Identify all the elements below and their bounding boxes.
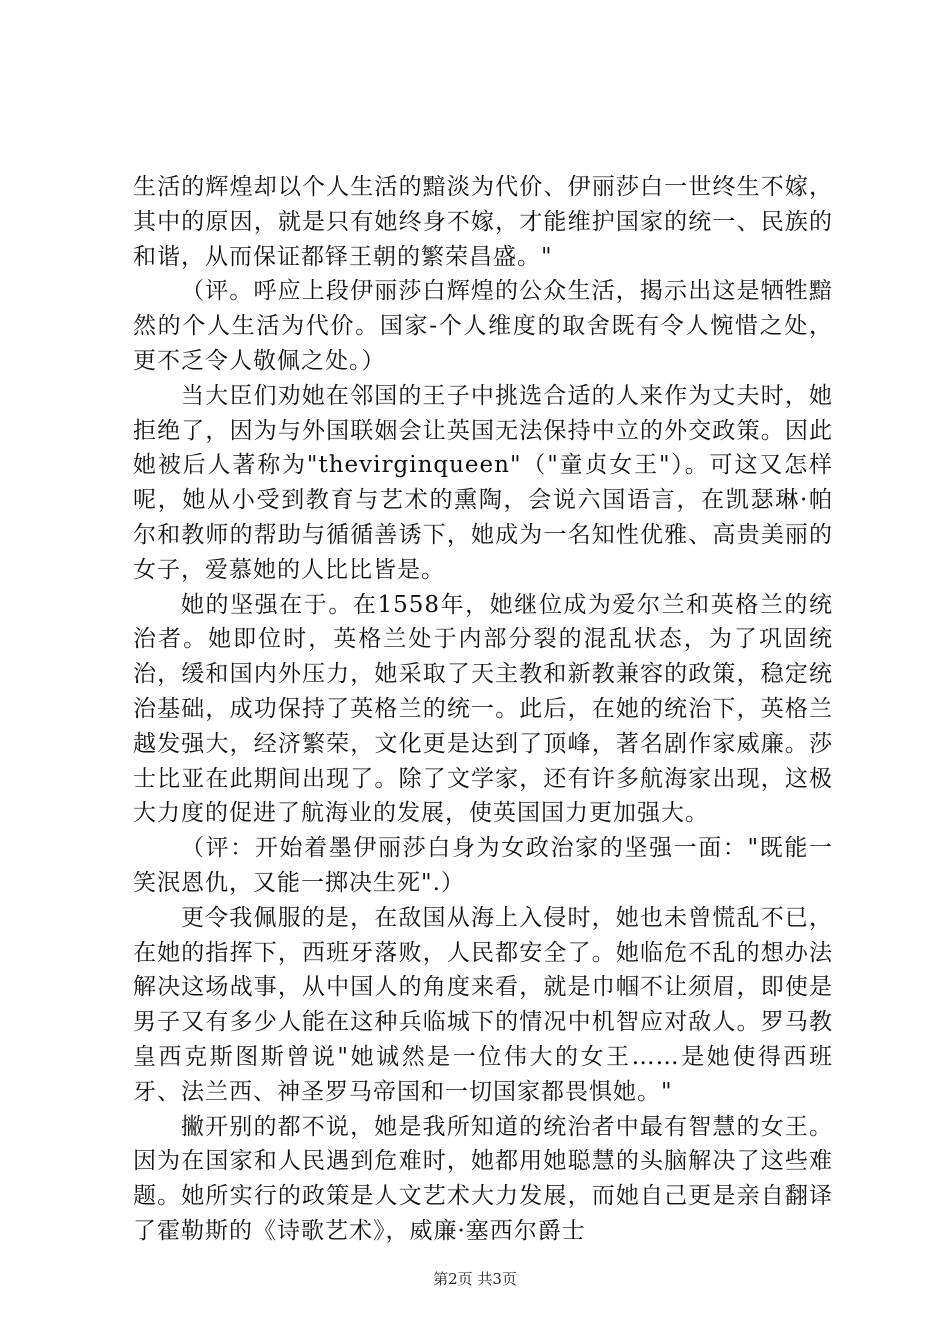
page-number-footer: 第2页 共3页	[433, 1270, 517, 1288]
paragraph-continuation: 生活的辉煌却以个人生活的黯淡为代价、伊丽莎白一世终生不嫁，其中的原因，就是只有她终身不嫁，才能维护国家的统一、民族的和谐，从而保证都铎王朝的繁荣昌盛。"	[133, 174, 833, 270]
document-body	[133, 170, 833, 1249]
paragraph: 更令我佩服的是，在敌国从海上入侵时，她也未曾慌乱不已，在她的指挥下，西班牙落败，人民都安全了。她临危不乱的想办法解决这场战事，从中国人的角度来看，就是巾帼不让须眉，即使是男子又有多少人能在这种兵临城下的情况中机智应对敌人。罗马教皇西克斯图斯曾说"她诚然是一位伟大的女王……是她使得西班牙、法兰西、神圣罗马帝国和一切国家都畏惧她。"	[133, 904, 833, 1105]
paragraph: 她的坚强在于。在1558年，她继位成为爱尔兰和英格兰的统治者。她即位时，英格兰处于内部分裂的混乱状态，为了巩固统治，缓和国内外压力，她采取了天主教和新教兼容的政策，稳定统治基础，成功保持了英格兰的统一。此后，在她的统治下，英格兰越发强大，经济繁荣，文化更是达到了顶峰，著名剧作家威廉。莎士比亚在此期间出现了。除了文学家，还有许多航海家出现，这极大力度的促进了航海业的发展，使英国国力更加强大。	[133, 591, 833, 827]
comment-paragraph: （评。呼应上段伊丽莎白辉煌的公众生活，揭示出这是牺牲黯然的个人生活为代价。国家-个人维度的取舍既有令人惋惜之处，更不乏令人敬佩之处。）	[133, 278, 833, 374]
paragraph: 撇开别的都不说，她是我所知道的统治者中最有智慧的女王。因为在国家和人民遇到危难时，她都用她聪慧的头脑解决了这些难题。她所实行的政策是人文艺术大力发展，而她自己更是亲自翻译了霍勒斯的《诗歌艺术》，威廉·塞西尔爵士	[133, 1113, 833, 1244]
comment-paragraph: （评：开始着墨伊丽莎白身为女政治家的坚强一面："既能一笑泯恩仇，又能一掷决生死".）	[133, 835, 833, 896]
paragraph: 当大臣们劝她在邻国的王子中挑选合适的人来作为丈夫时，她拒绝了，因为与外国联姻会让英国无法保持中立的外交政策。因此她被后人著称为"thevirginqueen"（"童贞女王"）。可这又怎样呢，她从小受到教育与艺术的熏陶，会说六国语言，在凯瑟琳·帕尔和教师的帮助与循循善诱下，她成为一名知性优雅、高贵美丽的女子，爱慕她的人比比皆是。	[133, 382, 833, 583]
